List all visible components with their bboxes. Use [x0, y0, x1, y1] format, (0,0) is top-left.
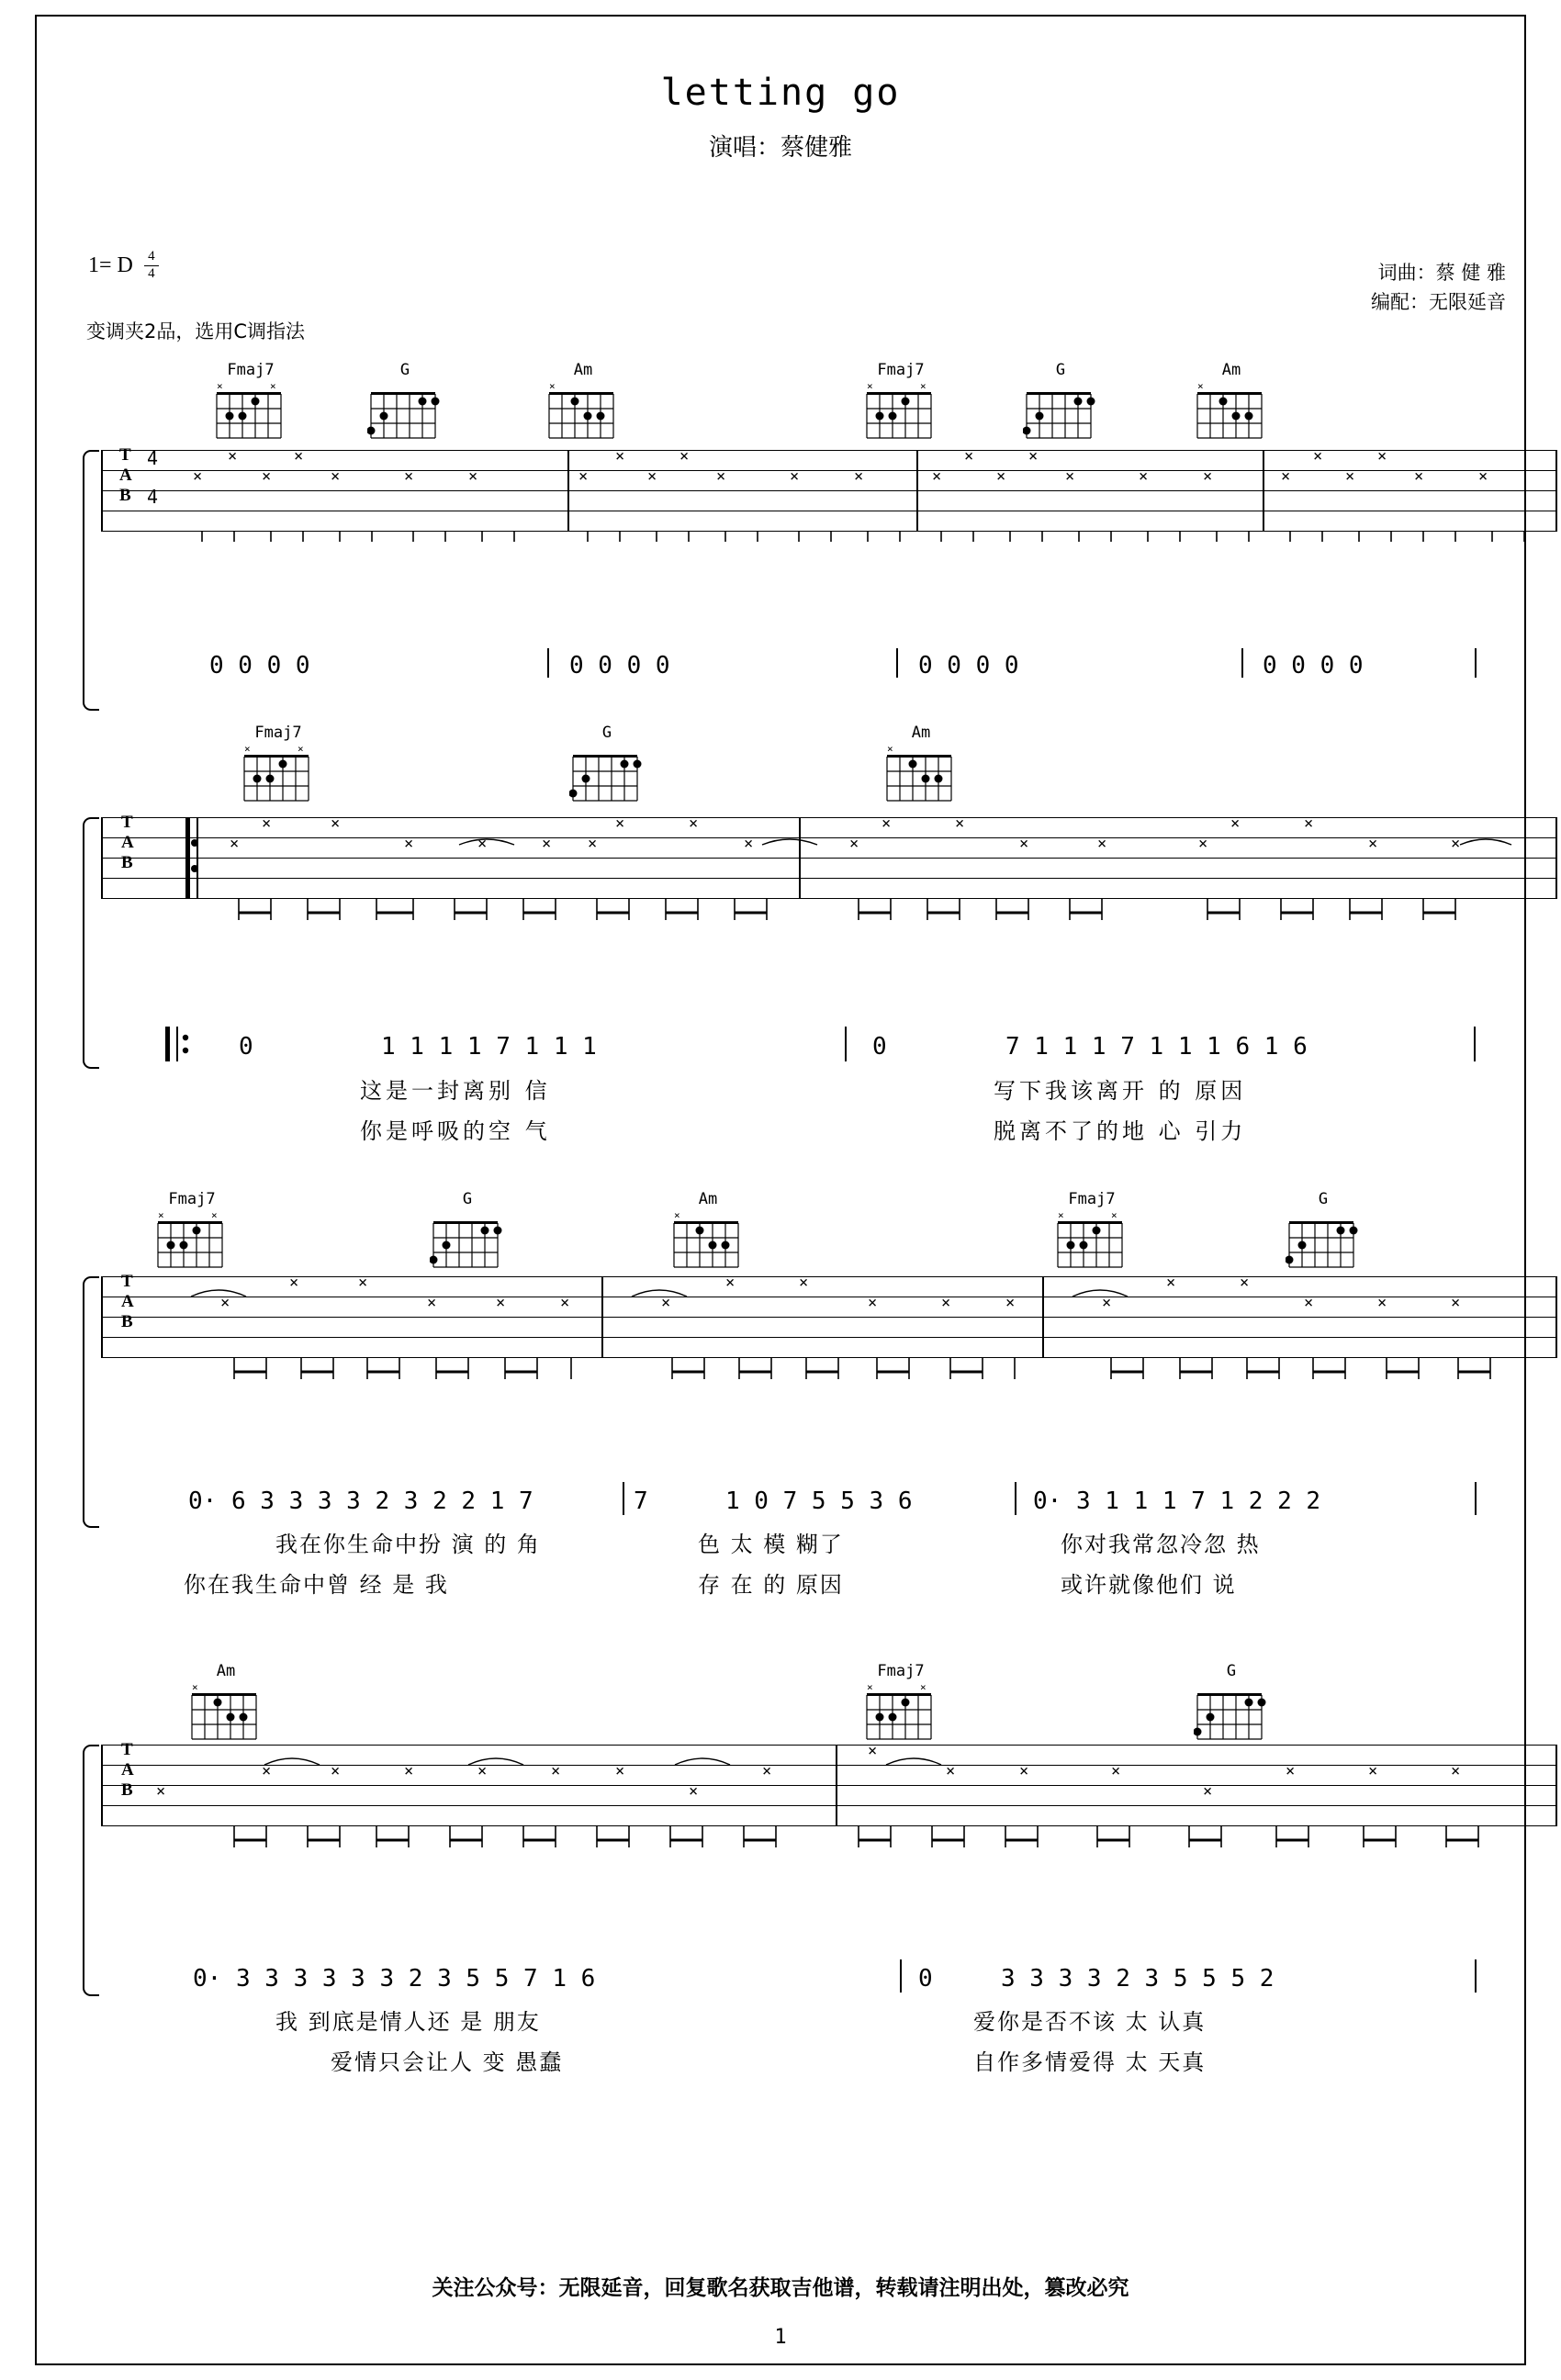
time-signature: [144, 250, 159, 282]
chord-name: Am: [698, 1190, 718, 1208]
chord-diagram-fmaj7: [863, 361, 938, 442]
lyric-line-5b: 爱你是否不该 太 认真: [973, 2009, 1207, 2035]
svg-text:×: ×: [868, 1745, 878, 1760]
svg-text:×: ×: [294, 450, 304, 466]
svg-text:×: ×: [1019, 1762, 1029, 1780]
chord-grid: [154, 1210, 230, 1271]
melody-barline: [1475, 1959, 1477, 1993]
melody-line-4-b: 0: [918, 1965, 933, 1993]
svg-text:×: ×: [689, 1782, 699, 1801]
key-text: 1= D: [88, 253, 133, 277]
melody-barline: [1474, 1027, 1476, 1061]
svg-text:×: ×: [1097, 835, 1107, 853]
lyric-line-1b: 写下我该离开 的 原因: [994, 1078, 1247, 1104]
tab-letter-b: B: [121, 853, 133, 872]
credit-arranger: 编配：无限延音: [1371, 290, 1506, 313]
svg-text:×: ×: [331, 817, 341, 833]
svg-text:×: ×: [211, 1210, 218, 1221]
melody-line-2-c: 0: [872, 1033, 887, 1061]
svg-text:×: ×: [156, 1782, 166, 1801]
svg-text:×: ×: [289, 1276, 299, 1292]
chord-grid: [670, 1210, 746, 1271]
svg-text:×: ×: [1139, 467, 1149, 486]
svg-text:×: ×: [477, 1762, 488, 1780]
svg-text:×: ×: [1005, 1294, 1016, 1312]
svg-text:×: ×: [1313, 450, 1323, 466]
tab-time-sig-top: 4: [147, 447, 159, 469]
svg-text:×: ×: [1198, 835, 1208, 853]
svg-text:×: ×: [192, 1682, 198, 1693]
svg-text:×: ×: [404, 835, 414, 853]
svg-text:×: ×: [1197, 381, 1204, 392]
chord-name: Am: [1221, 361, 1241, 379]
chord-diagram-am: [1194, 361, 1269, 442]
svg-text:×: ×: [560, 1294, 570, 1312]
chord-diagram-am: [545, 361, 621, 442]
svg-text:×: ×: [1102, 1294, 1112, 1312]
svg-text:×: ×: [790, 467, 800, 486]
svg-text:×: ×: [615, 1762, 625, 1780]
chord-grid: [367, 381, 443, 442]
melody-barline: [900, 1959, 902, 1993]
melody-barline: [1241, 648, 1243, 678]
svg-text:×: ×: [1345, 467, 1355, 486]
chord-name: Fmaj7: [227, 361, 275, 379]
svg-text:×: ×: [1203, 467, 1213, 486]
svg-text:×: ×: [542, 835, 552, 853]
credit-composer: 词曲：蔡 健 雅: [1377, 262, 1506, 284]
chord-name: Fmaj7: [254, 724, 302, 742]
chord-name: G: [1226, 1662, 1237, 1680]
svg-text:×: ×: [468, 467, 478, 486]
lyric-line-2a: 你是呼吸的空 气: [360, 1118, 551, 1144]
tab-letter-a: A: [121, 1760, 134, 1779]
svg-text:×: ×: [1368, 1762, 1378, 1780]
system-brace: [83, 1745, 99, 1996]
chord-diagram-fmaj7: [1054, 1190, 1129, 1271]
svg-text:×: ×: [1281, 467, 1291, 486]
svg-text:×: ×: [615, 450, 625, 466]
melody-line-4-c: 3 3 3 3 2 3 5 5 5 2: [1001, 1965, 1275, 1993]
chord-name: Fmaj7: [1068, 1190, 1116, 1208]
svg-text:×: ×: [615, 817, 625, 833]
svg-text:×: ×: [725, 1276, 736, 1292]
svg-text:×: ×: [1111, 1210, 1117, 1221]
svg-text:×: ×: [955, 817, 965, 833]
chord-name: G: [399, 361, 410, 379]
svg-text:×: ×: [270, 381, 276, 392]
svg-text:×: ×: [661, 1294, 671, 1312]
lyric-line-4b: 存 在 的 原因: [698, 1572, 844, 1598]
svg-text:×: ×: [1058, 1210, 1064, 1221]
svg-text:×: ×: [762, 1762, 772, 1780]
tab-letter-t: T: [119, 445, 131, 465]
chord-name: Fmaj7: [168, 1190, 216, 1208]
svg-text:×: ×: [868, 1294, 878, 1312]
svg-text:×: ×: [1230, 817, 1241, 833]
svg-text:×: ×: [1368, 835, 1378, 853]
lyric-line-3b: 色 太 模 糊了: [698, 1532, 844, 1557]
svg-text:×: ×: [1203, 1782, 1213, 1801]
chord-diagram-am: [883, 724, 959, 804]
svg-text:×: ×: [716, 467, 726, 486]
svg-text:×: ×: [996, 467, 1006, 486]
tab-notation-marks: [101, 817, 1557, 927]
melody-line-1-m3: 0 0 0 0: [918, 652, 1019, 679]
svg-text:×: ×: [887, 744, 893, 755]
melody-line-4-a: 0· 3 3 3 3 3 3 2 3 5 5 7 1 6: [193, 1965, 596, 1993]
melody-line-2-a: [239, 1033, 253, 1061]
svg-text:×: ×: [1451, 1294, 1461, 1312]
lyric-line-4c: 或许就像他们 说: [1061, 1572, 1237, 1598]
chord-grid: [545, 381, 621, 442]
time-sig-bottom: 4: [148, 265, 155, 281]
chord-name: Am: [911, 724, 931, 742]
melody-barline: [1475, 1482, 1477, 1515]
chord-diagram-g: [1023, 361, 1098, 442]
repeat-dots: [180, 1027, 195, 1061]
svg-text:×: ×: [1304, 1294, 1314, 1312]
lyric-line-5a: 我 到底是情人还 是 朋友: [275, 2009, 541, 2035]
chord-diagram-g: [430, 1190, 505, 1271]
svg-text:×: ×: [679, 450, 690, 466]
tab-staff-2: [83, 813, 1488, 909]
svg-text:×: ×: [1019, 835, 1029, 853]
svg-text:×: ×: [1065, 467, 1075, 486]
lyric-line-3c: 你对我常忽冷忽 热: [1061, 1532, 1261, 1557]
lyric-line-4a: 你在我生命中曾 经 是 我: [184, 1572, 449, 1598]
chord-diagram-fmaj7: [863, 1662, 938, 1743]
svg-text:×: ×: [647, 467, 657, 486]
svg-text:×: ×: [946, 1762, 956, 1780]
tab-notation-marks: [101, 450, 1557, 542]
svg-text:×: ×: [920, 1682, 926, 1693]
chord-grid: [883, 744, 959, 804]
svg-text:×: ×: [230, 835, 240, 853]
svg-text:×: ×: [262, 467, 272, 486]
svg-text:×: ×: [867, 1682, 873, 1693]
tab-letter-a: A: [119, 466, 132, 485]
melody-line-1-m2: 0 0 0 0: [569, 652, 670, 679]
svg-text:×: ×: [158, 1210, 164, 1221]
tab-letter-b: B: [121, 1312, 133, 1331]
svg-text:×: ×: [220, 1294, 230, 1312]
tab-staff-1: [83, 445, 1488, 542]
melody-rest: 0: [239, 1033, 253, 1061]
chord-grid: [569, 744, 645, 804]
melody-barline: [547, 648, 549, 678]
key-signature: [88, 250, 159, 282]
melody-barline: [845, 1027, 847, 1061]
melody-line-2-d: 7 1 1 1 7 1 1 1 6 1 6: [1005, 1033, 1308, 1061]
chord-diagram-fmaj7: [154, 1190, 230, 1271]
tab-letter-b: B: [119, 486, 131, 505]
chord-diagram-g: [367, 361, 443, 442]
tab-letter-b: B: [121, 1780, 133, 1800]
svg-text:×: ×: [1166, 1276, 1176, 1292]
svg-text:×: ×: [1286, 1762, 1296, 1780]
svg-text:×: ×: [1451, 835, 1461, 853]
chord-grid: [241, 744, 316, 804]
lyric-line-3a: 我在你生命中扮 演 的 角: [275, 1532, 541, 1557]
svg-text:×: ×: [358, 1276, 368, 1292]
melody-barline: [1475, 648, 1477, 678]
svg-text:×: ×: [920, 381, 926, 392]
chord-diagram-am: [670, 1190, 746, 1271]
svg-text:×: ×: [244, 744, 251, 755]
melody-line-3-c: 1 0 7 5 5 3 6: [725, 1488, 913, 1515]
chord-name: Fmaj7: [877, 361, 925, 379]
tab-letter-t: T: [121, 1740, 133, 1759]
svg-text:×: ×: [578, 467, 589, 486]
svg-text:×: ×: [849, 835, 859, 853]
chord-grid: [1194, 381, 1269, 442]
system-brace: [83, 450, 99, 711]
chord-grid: [1194, 1682, 1269, 1743]
chord-name: G: [1055, 361, 1066, 379]
system-brace: [83, 817, 99, 1069]
lyric-line-2b: 脱离不了的地 心 引力: [994, 1118, 1247, 1144]
svg-text:×: ×: [964, 450, 974, 466]
chord-name: G: [1318, 1190, 1329, 1208]
svg-text:×: ×: [331, 1762, 341, 1780]
lyric-line-6a: 爱情只会让人 变 愚蠢: [331, 2049, 564, 2075]
svg-text:×: ×: [496, 1294, 506, 1312]
footer-note: 关注公众号：无限延音，回复歌名获取吉他谱，转载请注明出处，篡改必究: [432, 2276, 1129, 2300]
page-number: 1: [774, 2326, 787, 2349]
svg-text:×: ×: [404, 1762, 414, 1780]
svg-text:×: ×: [262, 817, 272, 833]
svg-text:×: ×: [744, 835, 754, 853]
svg-text:×: ×: [1451, 1762, 1461, 1780]
tab-notation-marks: [101, 1745, 1557, 1855]
svg-text:×: ×: [854, 467, 864, 486]
svg-text:×: ×: [689, 817, 699, 833]
svg-text:×: ×: [217, 381, 223, 392]
chord-diagram-fmaj7: [241, 724, 316, 804]
melody-barline: [623, 1482, 624, 1515]
svg-text:×: ×: [588, 835, 598, 853]
svg-text:×: ×: [882, 817, 892, 833]
svg-text:×: ×: [298, 744, 304, 755]
tab-time-sig-bottom: 4: [147, 486, 159, 508]
svg-text:×: ×: [1414, 467, 1424, 486]
melody-line-3-b: 7: [634, 1488, 648, 1515]
tab-staff-4: [83, 1740, 1488, 1836]
svg-text:×: ×: [551, 1762, 561, 1780]
svg-text:×: ×: [941, 1294, 951, 1312]
chord-name: Fmaj7: [877, 1662, 925, 1680]
svg-text:×: ×: [799, 1276, 809, 1292]
chord-grid: [863, 381, 938, 442]
chord-name: G: [462, 1190, 473, 1208]
melody-barline: [896, 648, 898, 678]
system-brace: [83, 1276, 99, 1528]
melody-line-1-m1: 0 0 0 0: [209, 652, 310, 679]
svg-text:×: ×: [1240, 1276, 1250, 1292]
lyric-line-1a: 这是一封离别 信: [360, 1078, 551, 1104]
performer-label: 演唱：蔡健雅: [708, 134, 852, 162]
svg-text:×: ×: [674, 1210, 680, 1221]
chord-grid: [1286, 1210, 1361, 1271]
chord-diagram-fmaj7: [213, 361, 288, 442]
melody-barline: [1015, 1482, 1016, 1515]
svg-text:×: ×: [404, 467, 414, 486]
chord-grid: [1023, 381, 1098, 442]
melody-line-2-b: 1 1 1 1 7 1 1 1: [381, 1033, 597, 1061]
chord-name: G: [601, 724, 612, 742]
svg-text:×: ×: [932, 467, 942, 486]
svg-text:×: ×: [427, 1294, 437, 1312]
chord-grid: [430, 1210, 505, 1271]
chord-grid: [213, 381, 288, 442]
chord-diagram-g: [569, 724, 645, 804]
chord-name: Am: [216, 1662, 236, 1680]
tab-staff-3: [83, 1272, 1488, 1368]
svg-text:×: ×: [1377, 1294, 1387, 1312]
svg-text:×: ×: [867, 381, 873, 392]
svg-text:×: ×: [193, 467, 203, 486]
svg-text:×: ×: [1304, 817, 1314, 833]
svg-text:×: ×: [1377, 450, 1387, 466]
credits: [1371, 259, 1506, 317]
page-title: letting go: [660, 72, 901, 114]
chord-name: Am: [573, 361, 593, 379]
tab-letter-a: A: [121, 1292, 134, 1311]
chord-diagram-am: [188, 1662, 264, 1743]
chord-grid: [1054, 1210, 1129, 1271]
svg-text:×: ×: [477, 835, 488, 853]
melody-line-3-a: 0· 6 3 3 3 3 2 3 2 2 1 7: [188, 1488, 533, 1515]
time-sig-top: 4: [148, 249, 155, 264]
repeat-start: [165, 1027, 170, 1061]
svg-text:×: ×: [331, 467, 341, 486]
svg-text:×: ×: [228, 450, 238, 466]
repeat-start-thin: [176, 1027, 178, 1061]
capo-note: 变调夹2品，选用C调指法: [86, 320, 306, 342]
svg-text:×: ×: [549, 381, 556, 392]
melody-line-1-m4: 0 0 0 0: [1263, 652, 1364, 679]
chord-diagram-g: [1194, 1662, 1269, 1743]
svg-text:×: ×: [262, 1762, 272, 1780]
melody-line-3-d: 0· 3 1 1 1 7 1 2 2 2: [1033, 1488, 1321, 1515]
tab-letter-t: T: [121, 1272, 133, 1291]
chord-diagram-g: [1286, 1190, 1361, 1271]
tab-letter-t: T: [121, 813, 133, 832]
chord-grid: [188, 1682, 264, 1743]
lyric-line-6b: 自作多情爱得 太 天真: [973, 2049, 1207, 2075]
tab-letter-a: A: [121, 833, 134, 852]
svg-text:×: ×: [1478, 467, 1488, 486]
svg-text:×: ×: [1111, 1762, 1121, 1780]
chord-grid: [863, 1682, 938, 1743]
tab-notation-marks: [101, 1276, 1557, 1386]
svg-text:×: ×: [1028, 450, 1039, 466]
